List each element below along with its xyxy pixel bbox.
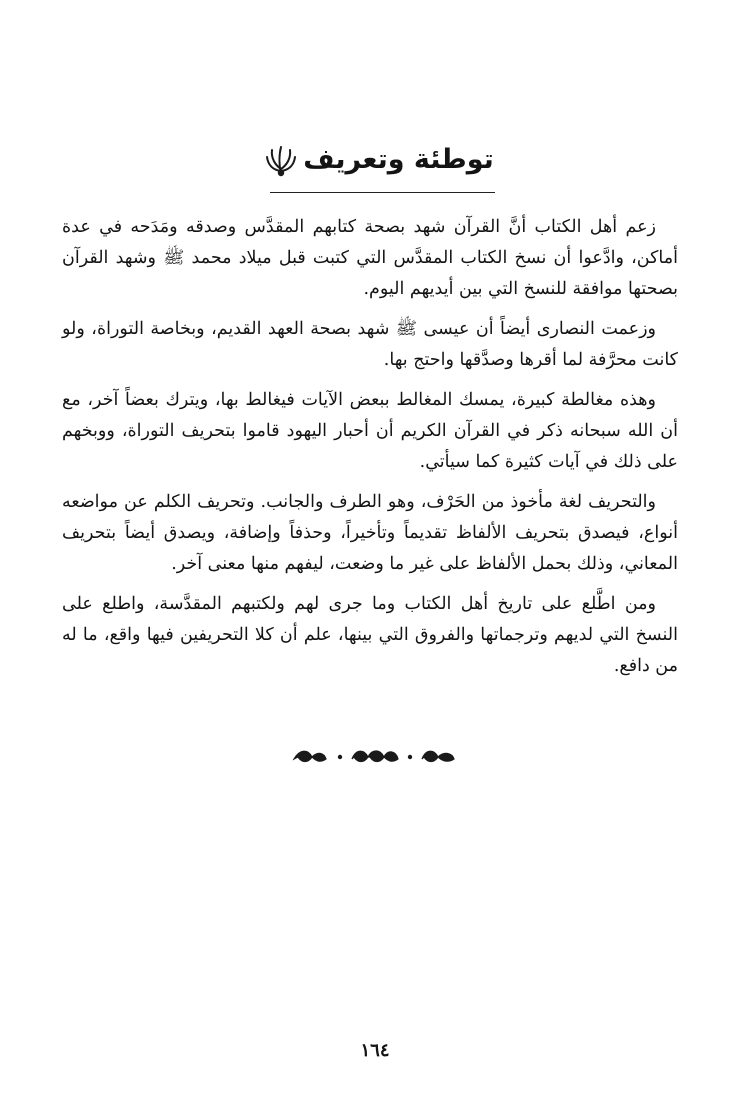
- heading-underline: [270, 192, 495, 193]
- paragraph: وزعمت النصارى أيضاً أن عيسى ﷺ شهد بصحة العهد القديم، وبخاصة التوراة، ولو كانت محرَّفة لما أقرها وصدَّقها واحتج بها.: [62, 319, 678, 370]
- paragraph: ومن اطَّلع على تاريخ أهل الكتاب وما جرى لهم ولكتبهم المقدَّسة، واطلع على النسخ التي لديهم وترجماتها والفروق التي بينها، علم أن كلا التحريفين فيها واقع، ما له من دافع.: [62, 594, 678, 676]
- body-text: [62, 212, 678, 682]
- paragraph: وهذه مغالطة كبيرة، يمسك المغالط ببعض الآيات فيغالط بها، ويترك بعضاً آخر، مع أن الله سبحانه ذكر في القرآن الكريم أن أحبار اليهود قاموا بتحريف التوراة، ووبخهم على ذلك في آيات كثيرة كما سيأتي.: [62, 390, 678, 472]
- page-number: ١٦٤: [360, 1040, 390, 1061]
- paragraph: زعم أهل الكتاب أنَّ القرآن شهد بصحة كتابهم المقدَّس وصدقه ومَدَحه في عدة أماكن، وادَّعوا أن نسخ الكتاب المقدَّس التي كتبت قبل ميلاد محمد ﷺ وشهد القرآن بصحتها موافقة للنسخ التي بين أيديهم اليوم.: [62, 217, 678, 299]
- floral-ornament-icon: [264, 143, 298, 177]
- chapter-heading: [240, 140, 510, 200]
- chapter-title: توطئة وتعريف: [303, 144, 494, 175]
- section-end-ornament-icon: [290, 743, 460, 769]
- paragraph: والتحريف لغة مأخوذ من الحَرْف، وهو الطرف والجانب. وتحريف الكلم عن مواضعه أنواع، فيصدق بتحريف الألفاظ تقديماً وتأخيراً، وحذفاً وإضافة، ويصدق أيضاً بتحريف المعاني، وذلك بحمل الألفاظ على غير ما وضعت، ليفهم منها معنى آخر.: [62, 492, 678, 574]
